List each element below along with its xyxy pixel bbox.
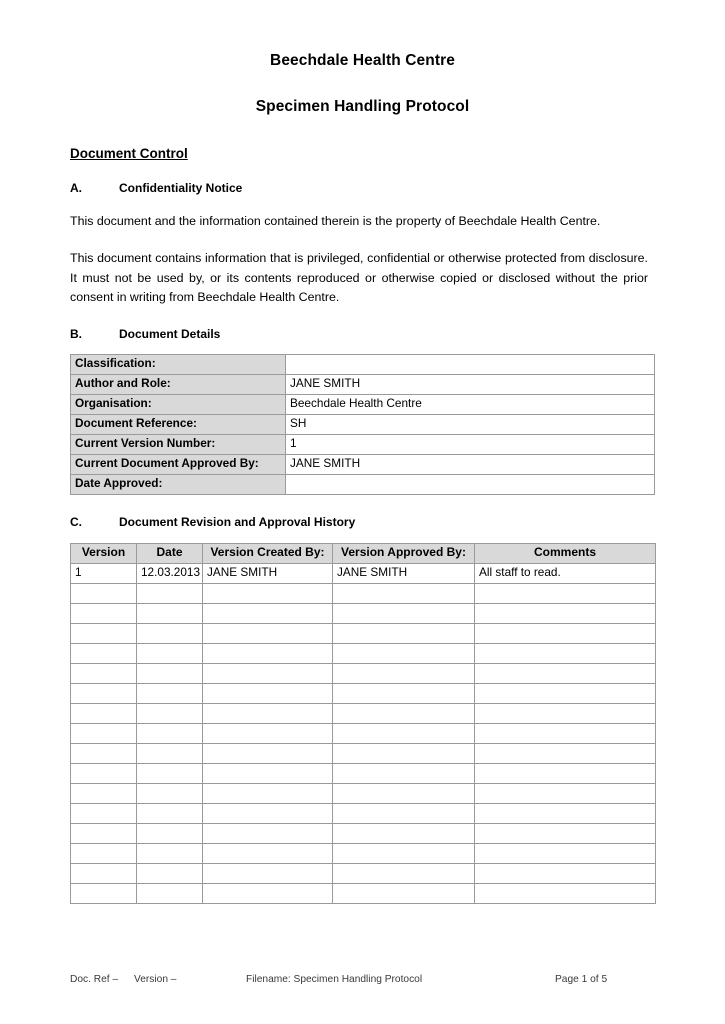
table-cell <box>71 644 137 664</box>
table-cell <box>203 644 333 664</box>
table-cell <box>71 844 137 864</box>
table-cell <box>203 824 333 844</box>
details-value-cell: JANE SMITH <box>286 375 655 395</box>
table-cell <box>475 824 656 844</box>
table-cell <box>137 764 203 784</box>
table-cell <box>137 784 203 804</box>
table-cell <box>203 604 333 624</box>
table-row <box>71 784 656 804</box>
table-cell <box>333 864 475 884</box>
table-cell <box>333 704 475 724</box>
table-row <box>71 664 656 684</box>
details-label-cell: Organisation: <box>71 395 286 415</box>
table-cell <box>475 804 656 824</box>
table-row <box>71 604 656 624</box>
table-cell <box>333 604 475 624</box>
table-cell <box>137 644 203 664</box>
table-row <box>71 355 655 375</box>
table-cell <box>333 784 475 804</box>
table-cell <box>71 784 137 804</box>
details-value-cell: JANE SMITH <box>286 455 655 475</box>
heading-confidentiality-notice <box>70 161 655 195</box>
revision-history-head <box>71 544 656 564</box>
details-label-cell: Current Document Approved By: <box>71 455 286 475</box>
table-cell <box>203 624 333 644</box>
heading-letter-c: C. <box>70 515 82 530</box>
table-cell <box>203 844 333 864</box>
table-row <box>71 455 655 475</box>
table-row <box>71 824 656 844</box>
table-row <box>71 684 656 704</box>
table-row <box>71 624 656 644</box>
table-row <box>71 375 655 395</box>
table-cell <box>137 844 203 864</box>
column-header: Version Created By: <box>203 544 333 564</box>
table-cell <box>71 584 137 604</box>
table-cell <box>137 704 203 724</box>
table-row <box>71 744 656 764</box>
revision-history-table <box>70 543 656 904</box>
table-cell <box>71 604 137 624</box>
table-row <box>71 395 655 415</box>
table-cell <box>475 664 656 684</box>
table-cell <box>71 884 137 904</box>
table-cell <box>333 644 475 664</box>
table-cell <box>203 724 333 744</box>
table-cell <box>333 884 475 904</box>
details-value-cell: Beechdale Health Centre <box>286 395 655 415</box>
table-cell <box>137 624 203 644</box>
details-label-cell: Classification: <box>71 355 286 375</box>
table-cell <box>71 764 137 784</box>
table-cell <box>475 744 656 764</box>
table-cell <box>137 684 203 704</box>
table-row <box>71 864 656 884</box>
document-details-body <box>71 355 655 495</box>
revision-history-body <box>71 564 656 904</box>
table-row <box>71 764 656 784</box>
heading-letter-b: B. <box>70 327 82 342</box>
table-cell <box>333 804 475 824</box>
heading-revision-history <box>70 495 655 529</box>
details-value-cell: 1 <box>286 435 655 455</box>
confidentiality-paragraph-1: This document and the information contained therein is the property of Beechdale Health Centre. <box>70 214 601 229</box>
table-cell: JANE SMITH <box>203 564 333 584</box>
table-cell <box>203 764 333 784</box>
column-header: Version <box>71 544 137 564</box>
table-cell <box>333 584 475 604</box>
table-cell <box>203 744 333 764</box>
table-cell <box>71 804 137 824</box>
table-cell <box>203 884 333 904</box>
footer-page-number: Page 1 of 5 <box>555 974 608 985</box>
table-cell <box>203 704 333 724</box>
table-cell <box>333 844 475 864</box>
details-value-cell <box>286 475 655 495</box>
heading-label-c: Document Revision and Approval History <box>119 515 356 530</box>
table-cell <box>475 884 656 904</box>
column-header: Version Approved By: <box>333 544 475 564</box>
table-cell <box>203 784 333 804</box>
table-cell <box>71 824 137 844</box>
table-cell <box>137 604 203 624</box>
page-footer <box>70 974 655 985</box>
table-row <box>71 415 655 435</box>
table-header-row <box>71 544 656 564</box>
table-cell <box>333 824 475 844</box>
table-row <box>71 564 656 584</box>
details-label-cell: Document Reference: <box>71 415 286 435</box>
table-row <box>71 844 656 864</box>
table-cell <box>71 744 137 764</box>
table-cell: JANE SMITH <box>333 564 475 584</box>
details-label-cell: Current Version Number: <box>71 435 286 455</box>
table-row <box>71 704 656 724</box>
table-row <box>71 435 655 455</box>
table-cell <box>333 624 475 644</box>
section-heading-document-control: Document Control <box>70 146 188 162</box>
page-subtitle: Specimen Handling Protocol <box>255 97 470 115</box>
details-value-cell <box>286 355 655 375</box>
table-cell <box>333 724 475 744</box>
table-cell <box>333 744 475 764</box>
table-cell <box>137 584 203 604</box>
footer-left <box>70 974 246 985</box>
table-cell <box>137 884 203 904</box>
table-row <box>71 475 655 495</box>
table-cell <box>203 664 333 684</box>
table-cell <box>71 724 137 744</box>
details-label-cell: Date Approved: <box>71 475 286 495</box>
document-details-table <box>70 354 655 495</box>
table-cell <box>203 684 333 704</box>
table-cell <box>137 864 203 884</box>
table-cell: 12.03.2013 <box>137 564 203 584</box>
table-cell <box>475 624 656 644</box>
table-cell <box>475 684 656 704</box>
table-cell <box>137 664 203 684</box>
details-value-cell: SH <box>286 415 655 435</box>
table-row <box>71 644 656 664</box>
table-cell <box>475 644 656 664</box>
table-cell <box>475 584 656 604</box>
table-row <box>71 804 656 824</box>
table-cell <box>71 864 137 884</box>
heading-document-details <box>70 307 655 341</box>
table-cell <box>475 784 656 804</box>
footer-version: Version – <box>134 974 177 985</box>
page-title: Beechdale Health Centre <box>270 52 455 69</box>
table-cell <box>71 684 137 704</box>
details-label-cell: Author and Role: <box>71 375 286 395</box>
table-cell <box>475 724 656 744</box>
table-cell <box>203 804 333 824</box>
table-cell <box>137 724 203 744</box>
table-cell <box>475 764 656 784</box>
table-cell <box>475 604 656 624</box>
table-cell <box>137 804 203 824</box>
heading-letter-a: A. <box>70 181 82 196</box>
table-cell: All staff to read. <box>475 564 656 584</box>
column-header: Date <box>137 544 203 564</box>
table-row <box>71 584 656 604</box>
table-cell <box>475 844 656 864</box>
table-cell <box>475 864 656 884</box>
table-cell <box>333 664 475 684</box>
table-cell <box>71 664 137 684</box>
confidentiality-paragraph-2: This document contains information that is privileged, confidential or otherwise protected from disclosure. It must not be used by, or its contents reproduced or otherwise copied or disclosed without the prior consent in writing from Beechdale Health Centre. <box>70 251 648 304</box>
table-cell <box>203 584 333 604</box>
table-cell <box>475 704 656 724</box>
table-row <box>71 884 656 904</box>
heading-label-a: Confidentiality Notice <box>119 181 243 196</box>
table-cell: 1 <box>71 564 137 584</box>
column-header: Comments <box>475 544 656 564</box>
table-cell <box>71 704 137 724</box>
table-cell <box>137 744 203 764</box>
footer-filename: Filename: Specimen Handling Protocol <box>246 974 423 985</box>
table-cell <box>137 824 203 844</box>
heading-label-b: Document Details <box>119 327 221 342</box>
table-row <box>71 724 656 744</box>
table-cell <box>333 684 475 704</box>
table-cell <box>71 624 137 644</box>
footer-doc-ref: Doc. Ref – <box>70 974 119 985</box>
table-cell <box>203 864 333 884</box>
table-cell <box>333 764 475 784</box>
